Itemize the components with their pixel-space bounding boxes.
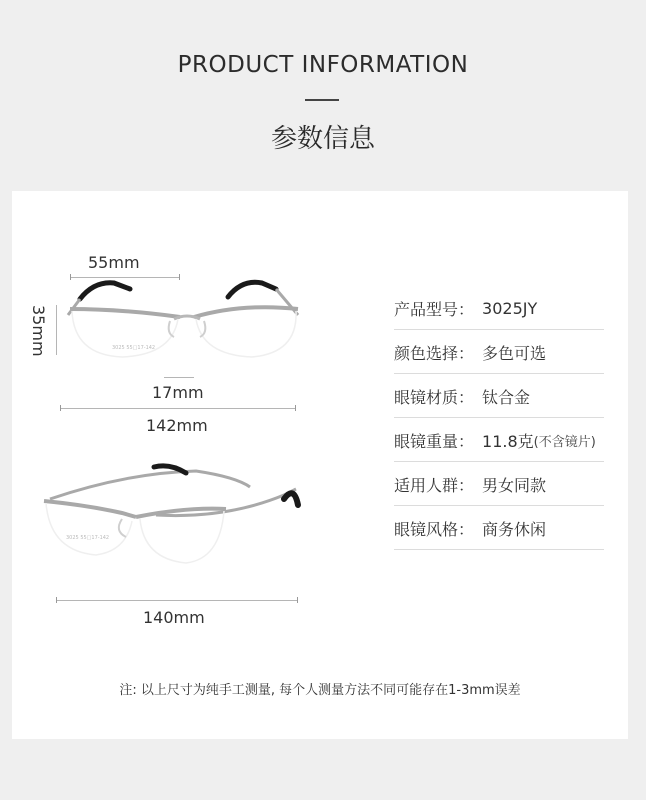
spec-row-weight [394, 419, 604, 462]
spec-value: 多色可选 [482, 343, 547, 363]
frame-print-front: 3025 55□17-142 [112, 345, 156, 351]
frame-print-side: 3025 55□17-142 [66, 535, 110, 541]
temple-length-tick-left [56, 597, 57, 603]
bridge-line [164, 377, 194, 378]
spec-value: 男女同款 [482, 475, 547, 495]
spec-value: 钛合金 [482, 387, 531, 407]
spec-row-style [394, 507, 604, 550]
spec-separator: ： [458, 431, 475, 451]
temple-length-label: 140mm [143, 608, 205, 627]
spec-separator: ： [458, 299, 475, 319]
total-width-tick-right [295, 405, 296, 411]
spec-row-material [394, 375, 604, 418]
product-card [12, 191, 628, 739]
spec-row-audience [394, 463, 604, 506]
side-front-rim [44, 501, 136, 517]
header-divider [305, 99, 339, 101]
spec-label: 颜色选择 [394, 343, 459, 363]
spec-table [394, 287, 604, 550]
spec-value: 商务休闲 [482, 519, 547, 539]
spec-separator: ： [458, 343, 475, 363]
left-temple-hinge [68, 299, 80, 315]
lens-height-line [56, 305, 57, 355]
temple-length-line [56, 600, 298, 601]
right-temple-hinge [276, 289, 298, 315]
spec-separator: ： [458, 387, 475, 407]
side-rear-lens [140, 511, 224, 563]
glasses-front-view [62, 275, 312, 365]
spec-note: (不含镜片) [533, 434, 596, 450]
left-temple-tip [80, 283, 130, 299]
spec-value: 3025JY [482, 298, 538, 318]
spec-label: 适用人群 [394, 475, 459, 495]
total-width-label: 142mm [146, 416, 208, 435]
measurement-footnote: 注: 以上尺寸为纯手工测量, 每个人测量方法不同可能存在1-3mm误差 [119, 683, 521, 698]
spec-separator: ： [458, 475, 475, 495]
lens-width-label: 55mm [88, 253, 140, 272]
spec-row-color [394, 331, 604, 374]
bridge [174, 316, 200, 319]
spec-label: 产品型号 [394, 299, 459, 319]
spec-label: 眼镜风格 [394, 519, 459, 539]
header-title-cn: 参数信息 [270, 124, 375, 154]
right-rim [194, 307, 298, 317]
spec-label: 眼镜材质 [394, 387, 459, 407]
side-temple-near [50, 471, 250, 499]
spec-label: 眼镜重量 [394, 431, 459, 451]
side-nose-pad [119, 519, 126, 537]
total-width-line [60, 408, 296, 409]
spec-separator: ： [458, 519, 475, 539]
right-temple-tip [228, 282, 276, 297]
side-temple-far-tip [284, 493, 298, 505]
right-lens [196, 311, 296, 357]
glasses-side-view [36, 459, 306, 579]
bridge-label: 17mm [152, 383, 204, 402]
left-rim [70, 309, 180, 317]
spec-value: 11.8克 [482, 431, 534, 451]
spec-row-model [394, 287, 604, 330]
total-width-tick-left [60, 405, 61, 411]
header-title-en: PRODUCT INFORMATION [177, 52, 469, 78]
temple-length-tick-right [297, 597, 298, 603]
lens-height-label: 35mm [29, 305, 48, 357]
